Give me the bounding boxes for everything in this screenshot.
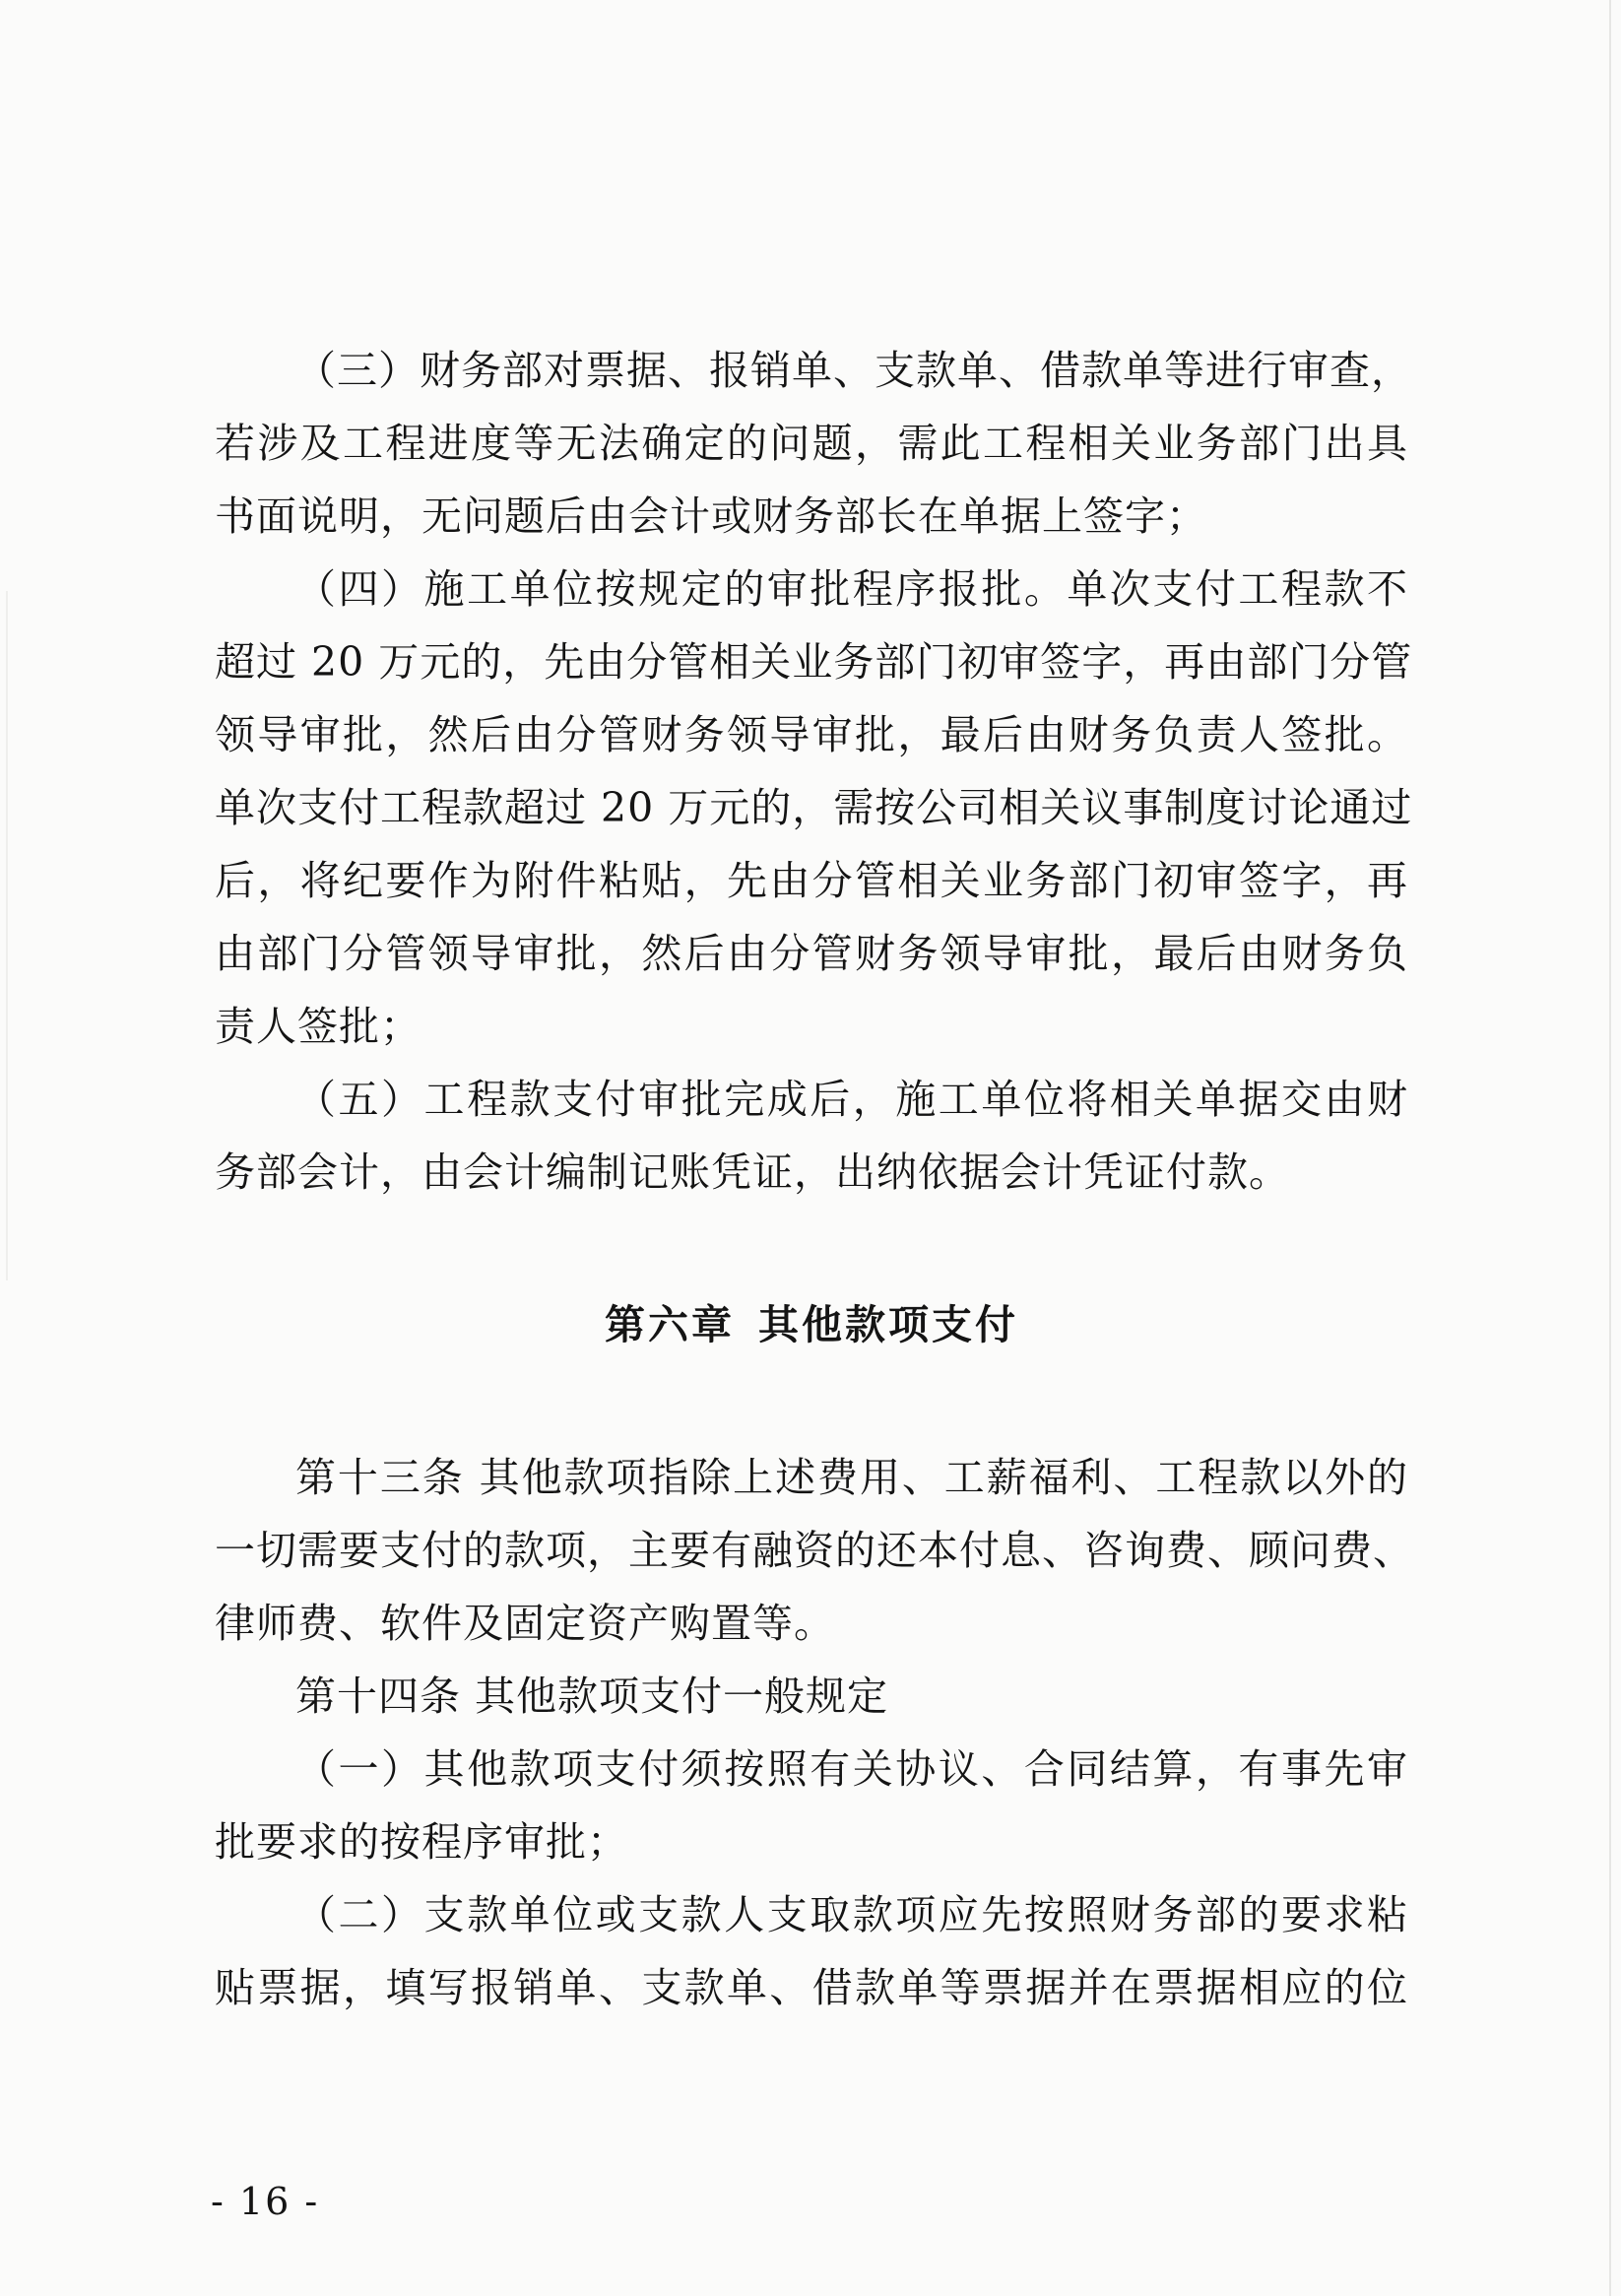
text-line: 一切需要支付的款项，主要有融资的还本付息、咨询费、顾问费、: [215, 1527, 1414, 1574]
chapter-title: 其他款项支付: [758, 1301, 1018, 1348]
page-number: - 16 -: [211, 2180, 320, 2223]
text-line: （三）财务部对票据、报销单、支款单、借款单等进行审查，: [295, 347, 1412, 394]
text-line: 若涉及工程进度等无法确定的问题，需此工程相关业务部门出具: [215, 420, 1408, 467]
text-line: 第十三条 其他款项指除上述费用、工薪福利、工程款以外的: [295, 1454, 1408, 1501]
text-line: （二）支款单位或支款人支取款项应先按照财务部的要求粘: [295, 1891, 1408, 1938]
text-line: （一）其他款项支付须按照有关协议、合同结算，有事先审: [295, 1745, 1408, 1793]
text-line: 由部门分管领导审批，然后由分管财务领导审批，最后由财务负: [215, 930, 1408, 977]
clause-3-paragraph: [215, 334, 1412, 553]
article-14-clause-1-paragraph: [215, 1733, 1408, 1878]
text-line: 律师费、软件及固定资产购置等。: [215, 1600, 835, 1647]
text-line: （四）施工单位按规定的审批程序报批。单次支付工程款不: [295, 565, 1408, 613]
text-line: 领导审批，然后由分管财务领导审批，最后由财务负责人签批。: [215, 711, 1408, 758]
text-line: 责人签批；: [215, 1003, 421, 1050]
text-line: 超过 20 万元的，先由分管相关业务部门初审签字，再由部门分管: [215, 638, 1413, 686]
clause-4-paragraph: [215, 553, 1413, 1063]
article-14-paragraph: [215, 1660, 1408, 1733]
chapter-number: 第六章: [605, 1301, 735, 1348]
article-14-clause-2-paragraph: [215, 1878, 1408, 2024]
document-body: [215, 334, 1414, 2024]
scan-edge-right: [1609, 0, 1611, 2296]
text-line: 单次支付工程款超过 20 万元的，需按公司相关议事制度讨论通过: [215, 784, 1413, 831]
text-line: 贴票据，填写报销单、支款单、借款单等票据并在票据相应的位: [215, 1964, 1408, 2011]
scan-edge-left: [6, 591, 8, 1280]
text-line: 务部会计，由会计编制记账凭证，出纳依据会计凭证付款。: [215, 1148, 1290, 1196]
text-line: 后，将纪要作为附件粘贴，先由分管相关业务部门初审签字，再: [215, 857, 1408, 904]
text-line: （五）工程款支付审批完成后，施工单位将相关单据交由财: [295, 1076, 1408, 1123]
text-line: 第十四条 其他款项支付一般规定: [295, 1673, 889, 1720]
chapter-heading: [215, 1266, 1408, 1384]
text-line: 书面说明，无问题后由会计或财务部长在单据上签字；: [215, 492, 1207, 540]
clause-5-paragraph: [215, 1063, 1408, 1209]
article-13-paragraph: [215, 1441, 1414, 1660]
text-line: 批要求的按程序审批；: [215, 1818, 628, 1866]
